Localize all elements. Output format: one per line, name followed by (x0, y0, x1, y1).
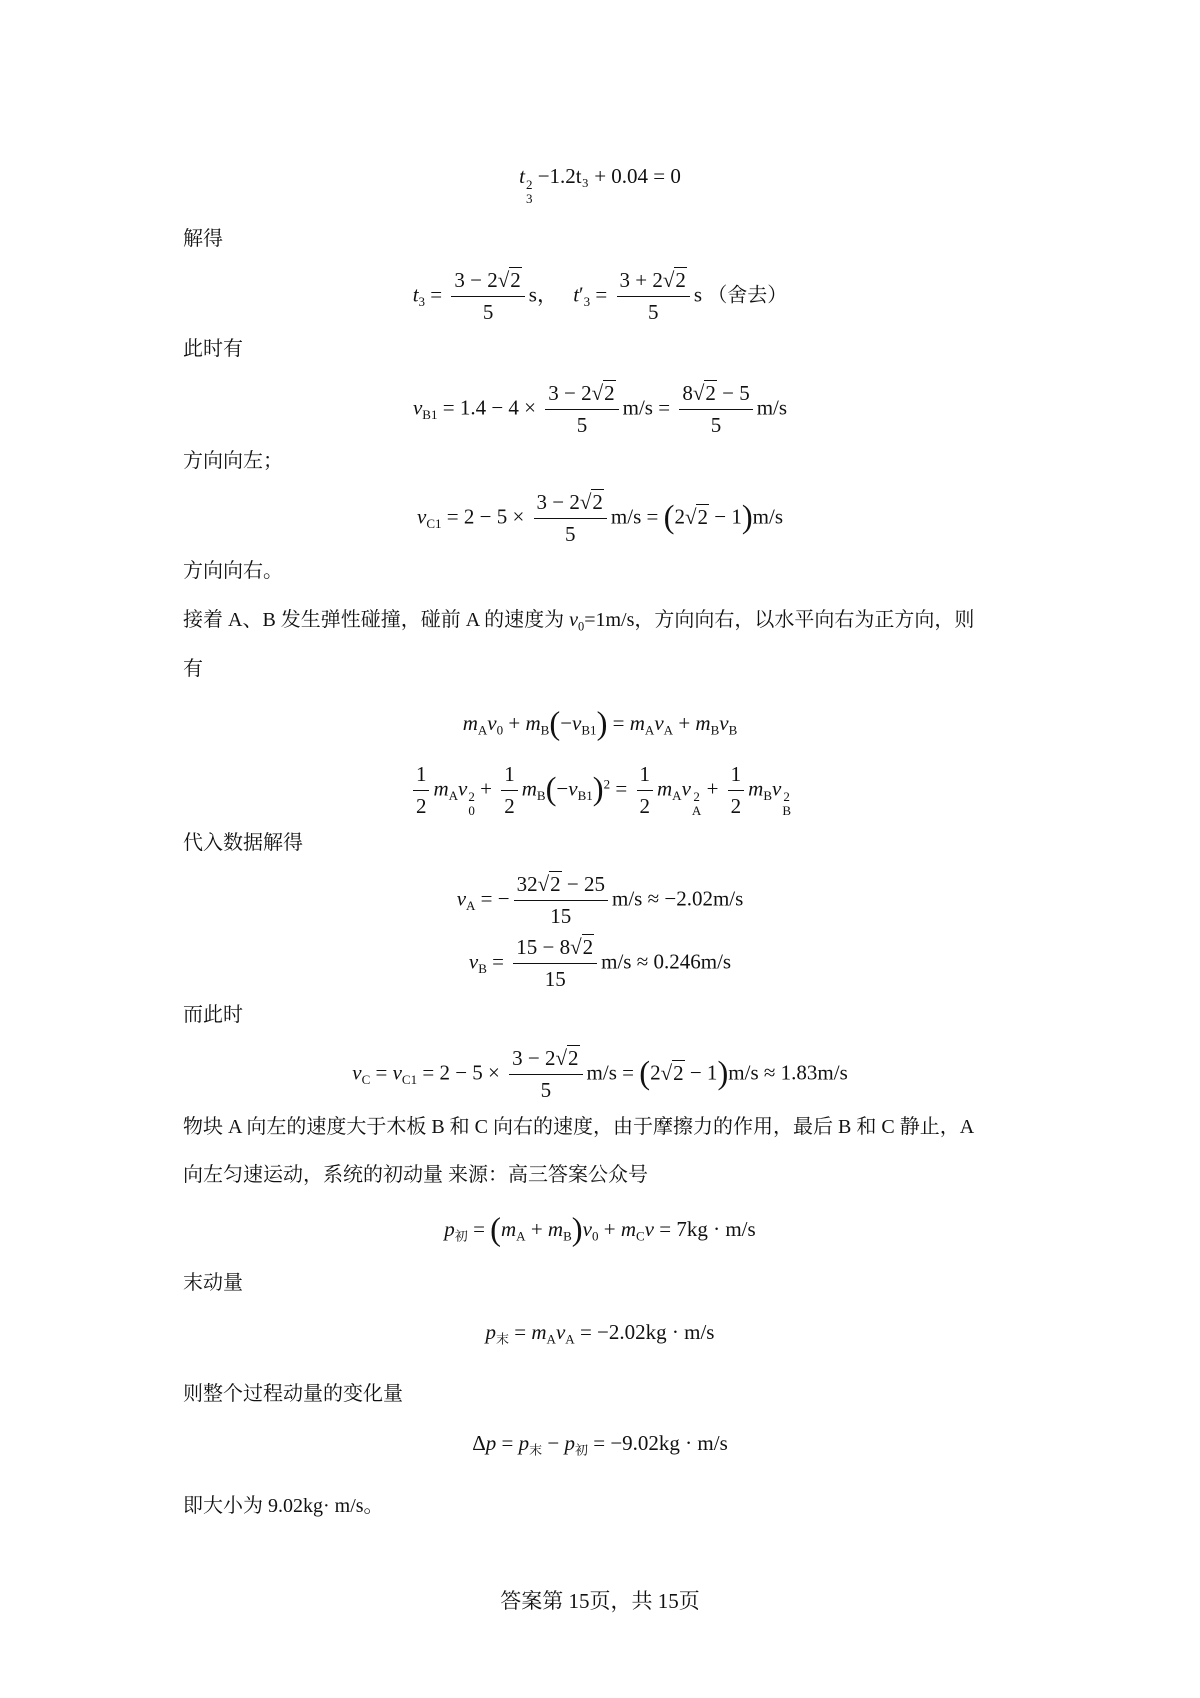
text-final-momentum: 末动量 (183, 1272, 243, 1294)
text-collision-line1 (183, 603, 974, 634)
quadratic-rest: −1.2t₃ + 0.04 = 0 (537, 164, 681, 188)
text-block-line2: 向左匀速运动，系统的初动量 来源：高三答案公众号 (183, 1164, 648, 1186)
equation-p-initial: $p_初 = (m_A + m_B)v_0 + m_Cv = 7kg \cdot m/s$ (444, 1212, 756, 1248)
text-collision-line2: 有 (183, 658, 203, 680)
page-footer: 答案第 15页，共 15页 (500, 1589, 700, 1613)
equation-t3-roots: $t_3$ = $\frac{3 - 2√2}{5}$ s， $t'_3$ = $\frac{3 + 2√2}{5}$ s （舍去） (412, 268, 788, 325)
p-initial-value: 7kg · m/s (676, 1217, 756, 1242)
equation-vB1: $v_{B1} = 1.4 - 4$ × $\frac{3 - 2√2}{5}$ m/s = $\frac{8√2 - 5}{5}$ m/s (412, 381, 788, 438)
equation-vB: $v_B$ = $\frac{15 - 8√2}{15}$ m/s ≈ 0.246m/s (468, 935, 732, 992)
equation-energy: $\frac{1}{2}$ $m_Av$ 2 0 + $\frac{1}{2}$ $m_B(-v_{B1})^2$ = $\frac{1}{2}$ $m_Av$ 2 A + $\frac{1}{2}$ $m_Bv$ 2 B (0, 762, 1200, 819)
vA-approx: m/s ≈ −2.02m/s (611, 886, 744, 911)
text-direction-left: 方向向左； (183, 450, 283, 472)
text-block-line1: 物块 A 向左的速度大于木板 B 和 C 向右的速度，由于摩擦力的作用，最后 B 和 C 静止，A (183, 1116, 975, 1138)
text-at-this-time: 此时有 (183, 338, 243, 360)
text-solved: 解得 (183, 228, 223, 250)
text-direction-right: 方向向右。 (183, 560, 283, 582)
text-magnitude: 即大小为 9.02kg· m/s。 (183, 1495, 384, 1517)
text-discard: （舍去） (707, 284, 788, 307)
collision-v-sub: 0 (578, 619, 585, 634)
equation-vC1: $v_{C1} = 2 - 5$ × $\frac{3 - 2√2}{5}$ m/s = (2√2 − 1)m/s (416, 490, 784, 547)
equation-quadratic: t 2 3 −1.2t₃ + 0.04 = 0 (519, 164, 681, 206)
collision-text-a: 接着 A、B 发生弹性碰撞，碰前 A 的速度为 (183, 609, 570, 631)
equation-momentum: $m_Av_0 + m_B(-v_{B1}) = m_Av_A + m_Bv_B$ (462, 706, 738, 742)
vB-approx: m/s ≈ 0.246m/s (601, 949, 732, 974)
p-final-value: −2.02kg · m/s (597, 1320, 715, 1344)
text-substitute: 代入数据解得 (183, 832, 303, 854)
dp-value: −9.02kg · m/s (610, 1431, 728, 1455)
collision-v: v (569, 609, 579, 631)
vC-approx: m/s ≈ 1.83m/s (728, 1060, 848, 1085)
equation-vA: $v_A$ = − $\frac{32√2 - 25}{15}$ m/s ≈ −2.02m/s (456, 872, 744, 929)
text-and-then: 而此时 (183, 1004, 243, 1026)
collision-text-b: =1m/s，方向向右，以水平向右为正方向，则 (584, 609, 975, 631)
text-change: 则整个过程动量的变化量 (183, 1383, 403, 1405)
equation-vC: $v_C = v_{C1} = 2 - 5$ × $\frac{3 - 2√2}{5}$ m/s = (2√2 − 1)m/s ≈ 1.83m/s (352, 1046, 848, 1103)
equation-delta-p: $\Delta p = p_末 - p_初 = -9.02kg \cdot m/s$ (472, 1431, 728, 1458)
equation-p-final: $p_末 = m_Av_A = -2.02kg \cdot m/s$ (485, 1320, 715, 1347)
